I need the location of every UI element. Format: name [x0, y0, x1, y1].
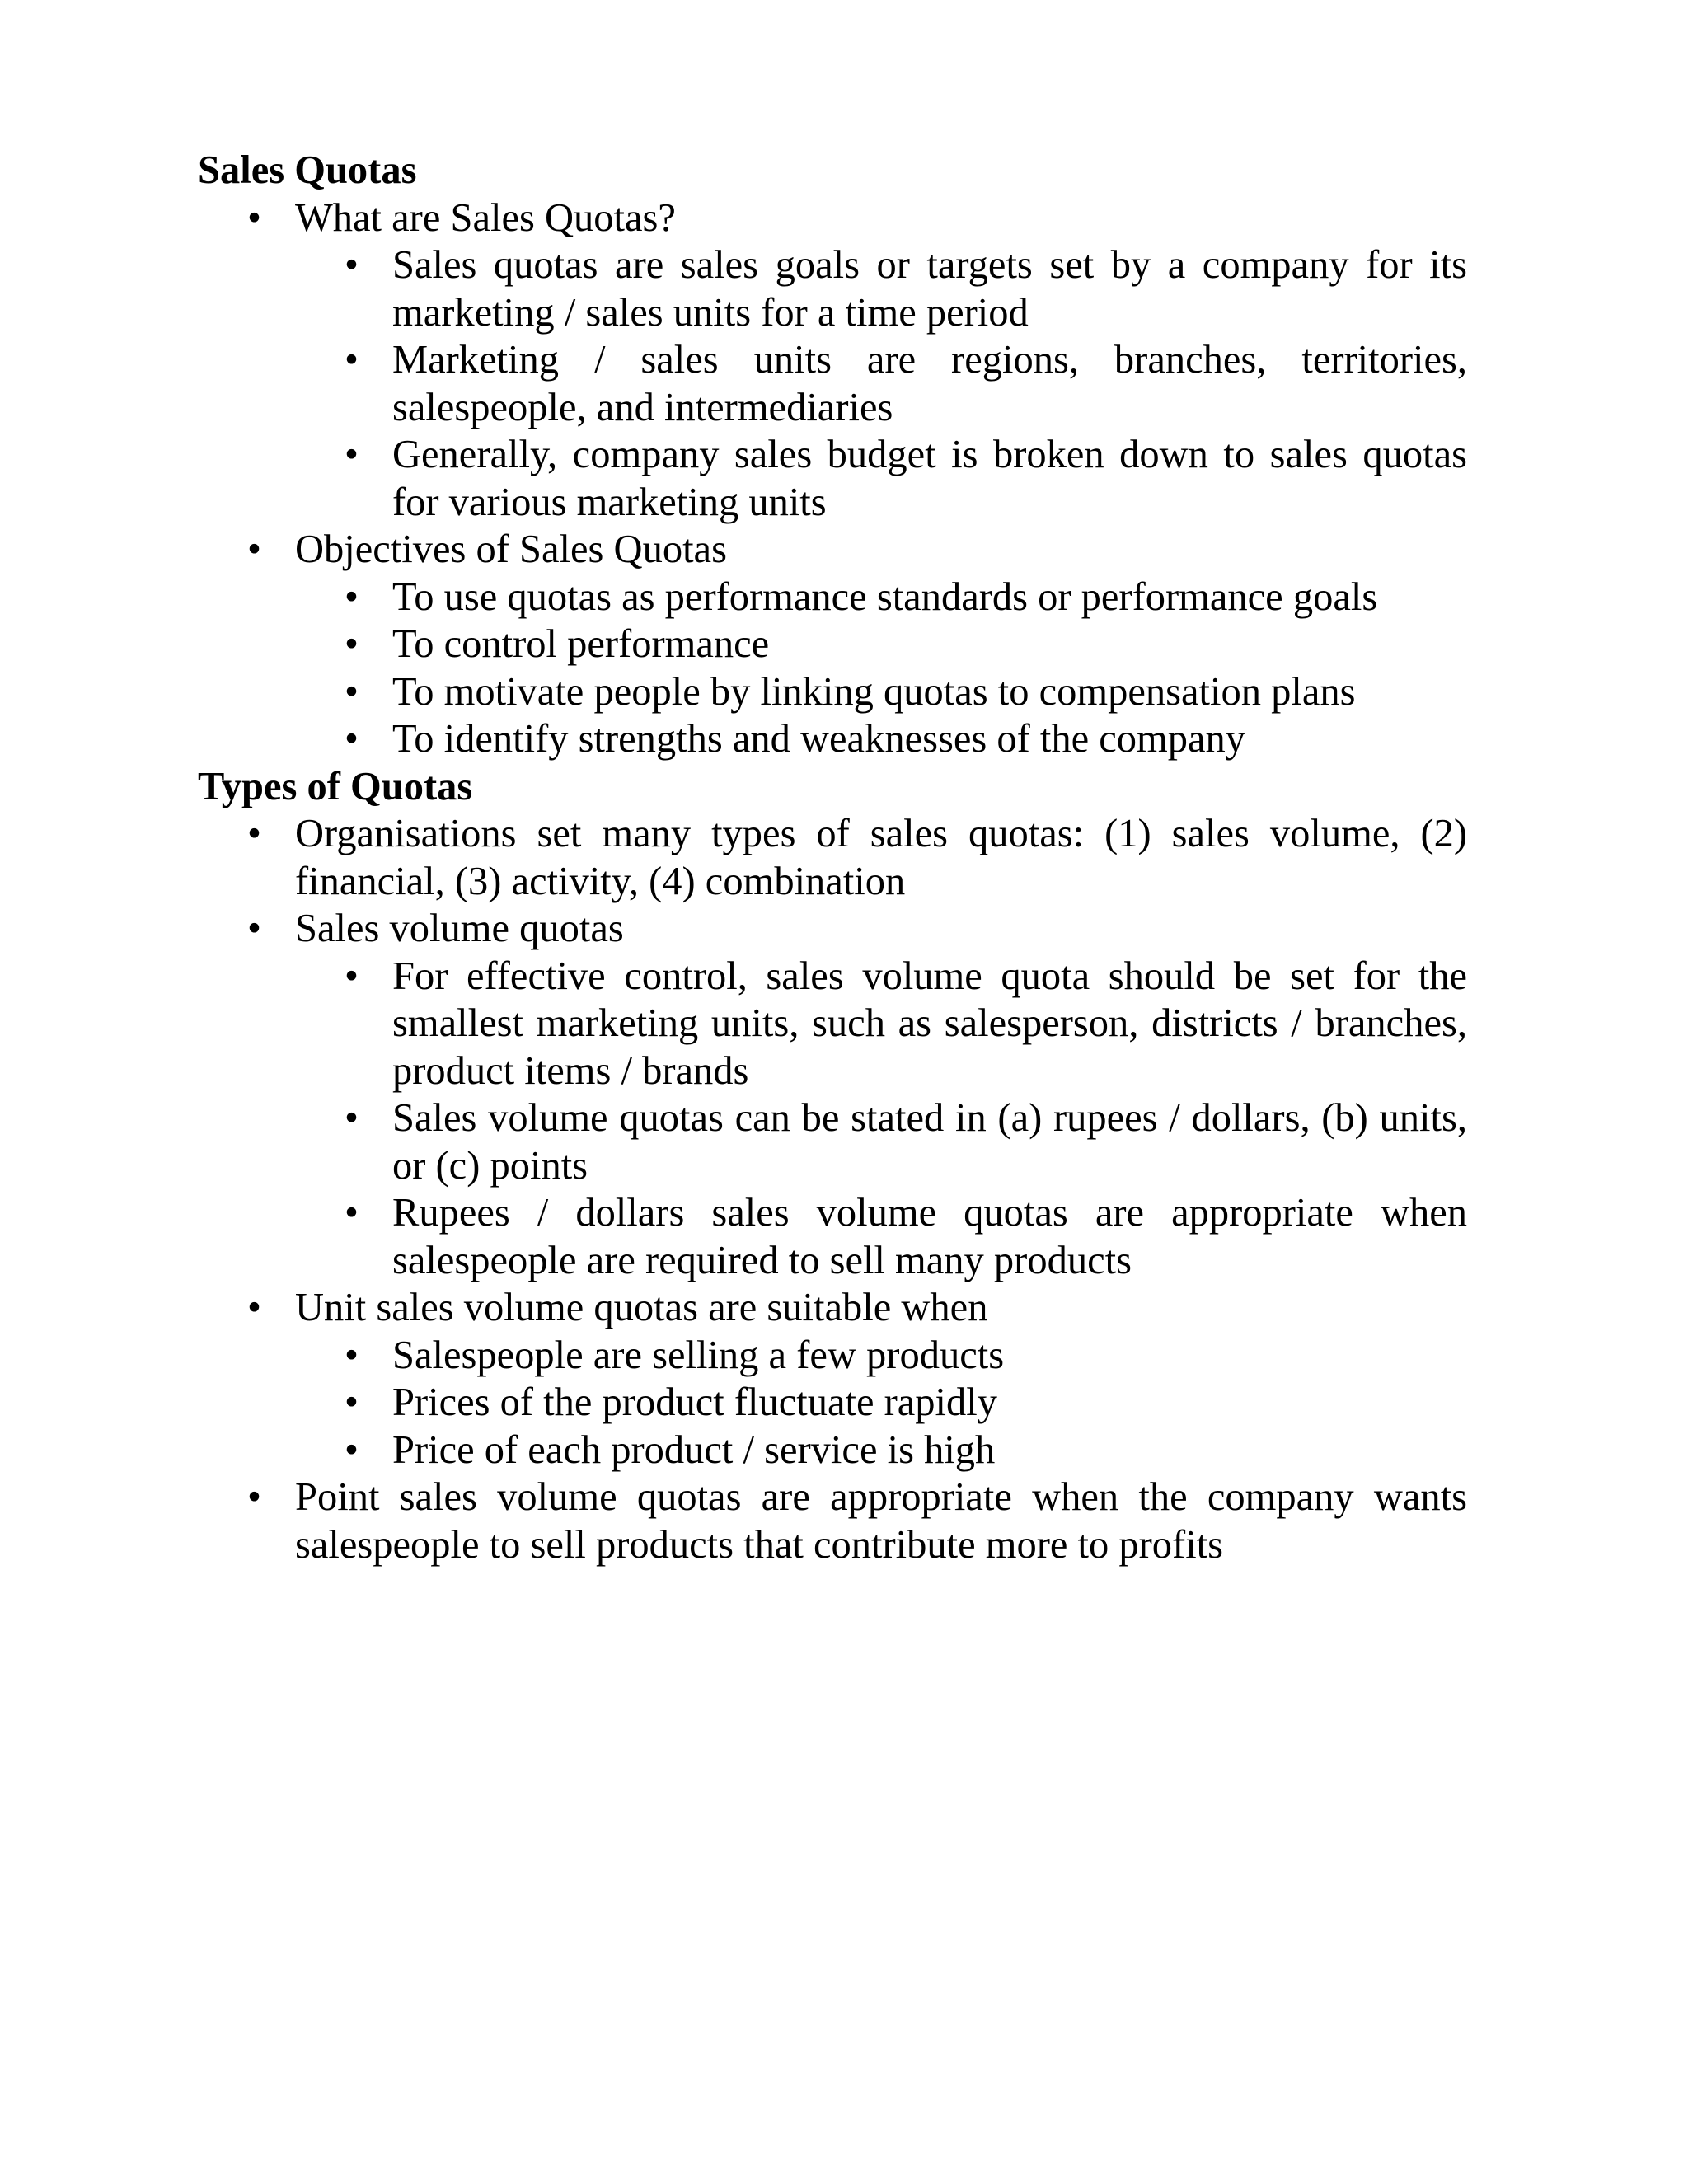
sub-list-item-text: To identify strengths and weaknesses of the company	[392, 717, 1246, 761]
section-sales-quotas	[198, 147, 1467, 763]
list-item	[247, 526, 1467, 763]
list-item-text: What are Sales Quotas?	[295, 195, 676, 240]
sub-list-item-text: Sales volume quotas can be stated in (a) rupees / dollars, (b) units, or (c) points	[392, 1096, 1467, 1188]
sub-list-item	[345, 1332, 1467, 1380]
bullet-icon: •	[247, 812, 261, 855]
sub-list-item-text: To control performance	[392, 622, 770, 666]
sub-list-item	[345, 668, 1467, 716]
sub-list-item-text: Rupees / dollars sales volume quotas are appropriate when salespeople are required to sell many products	[392, 1191, 1467, 1282]
bullet-icon: •	[345, 717, 359, 761]
sub-bullet-list	[295, 953, 1467, 1285]
bullet-icon: •	[345, 1191, 359, 1235]
sub-bullet-list	[295, 1332, 1467, 1474]
sub-list-item	[345, 953, 1467, 1095]
bullet-icon: •	[345, 338, 359, 382]
list-item	[247, 810, 1467, 905]
sub-list-item-text: Salespeople are selling a few products	[392, 1333, 1005, 1377]
bullet-list	[198, 810, 1467, 1568]
list-item-text: Point sales volume quotas are appropriate when the company wants salespeople to sell products that contribute more to profits	[295, 1475, 1467, 1567]
bullet-icon: •	[247, 907, 261, 950]
sub-list-item-text: To motivate people by linking quotas to compensation plans	[392, 669, 1356, 714]
sub-list-item-text: Sales quotas are sales goals or targets set by a company for its marketing / sales units for a time period	[392, 243, 1467, 335]
bullet-icon: •	[247, 195, 261, 240]
sub-list-item-text: For effective control, sales volume quota should be set for the smallest marketing units, such as salesperson, districts / branches, product items / brands	[392, 954, 1467, 1093]
bullet-icon: •	[345, 1427, 359, 1472]
sub-list-item	[345, 241, 1467, 336]
bullet-icon: •	[345, 954, 359, 998]
sub-list-item	[345, 1094, 1467, 1189]
list-item	[247, 905, 1467, 1284]
bullet-icon: •	[345, 622, 359, 666]
bullet-icon: •	[345, 243, 359, 287]
list-item-text: Organisations set many types of sales quotas: (1) sales volume, (2) financial, (3) activity, (4) combination	[295, 812, 1467, 903]
bullet-icon: •	[345, 433, 359, 476]
sub-list-item-text: Generally, company sales budget is broken down to sales quotas for various marketing units	[392, 433, 1467, 524]
sub-bullet-list	[295, 574, 1467, 763]
bullet-icon: •	[247, 527, 261, 571]
list-item-text: Unit sales volume quotas are suitable when	[295, 1286, 988, 1329]
list-item-text: Objectives of Sales Quotas	[295, 527, 727, 571]
section-heading: Sales Quotas	[198, 148, 417, 192]
document-page	[198, 147, 1467, 1568]
list-item	[247, 194, 1467, 527]
sub-bullet-list	[295, 241, 1467, 526]
bullet-icon: •	[247, 1475, 261, 1519]
list-item-text: Sales volume quotas	[295, 907, 624, 950]
bullet-icon: •	[247, 1286, 261, 1329]
sub-list-item	[345, 336, 1467, 431]
sub-list-item-text: Marketing / sales units are regions, branches, territories, salespeople, and intermediaries	[392, 338, 1467, 429]
bullet-list	[198, 194, 1467, 763]
sub-list-item	[345, 1427, 1467, 1474]
bullet-icon: •	[345, 1333, 359, 1377]
list-item	[247, 1284, 1467, 1474]
bullet-icon: •	[345, 1380, 359, 1424]
sub-list-item-text: Prices of the product fluctuate rapidly	[392, 1380, 997, 1424]
sub-list-item	[345, 1379, 1467, 1427]
list-item	[247, 1474, 1467, 1568]
bullet-icon: •	[345, 1096, 359, 1140]
bullet-icon: •	[345, 574, 359, 619]
sub-list-item-text: Price of each product / service is high	[392, 1427, 996, 1472]
section-heading: Types of Quotas	[198, 764, 473, 808]
sub-list-item	[345, 1189, 1467, 1284]
sub-list-item	[345, 431, 1467, 526]
bullet-icon: •	[345, 669, 359, 714]
section-types-of-quotas	[198, 763, 1467, 1569]
sub-list-item	[345, 715, 1467, 763]
sub-list-item	[345, 621, 1467, 668]
sub-list-item	[345, 574, 1467, 621]
sub-list-item-text: To use quotas as performance standards or performance goals	[392, 574, 1378, 619]
